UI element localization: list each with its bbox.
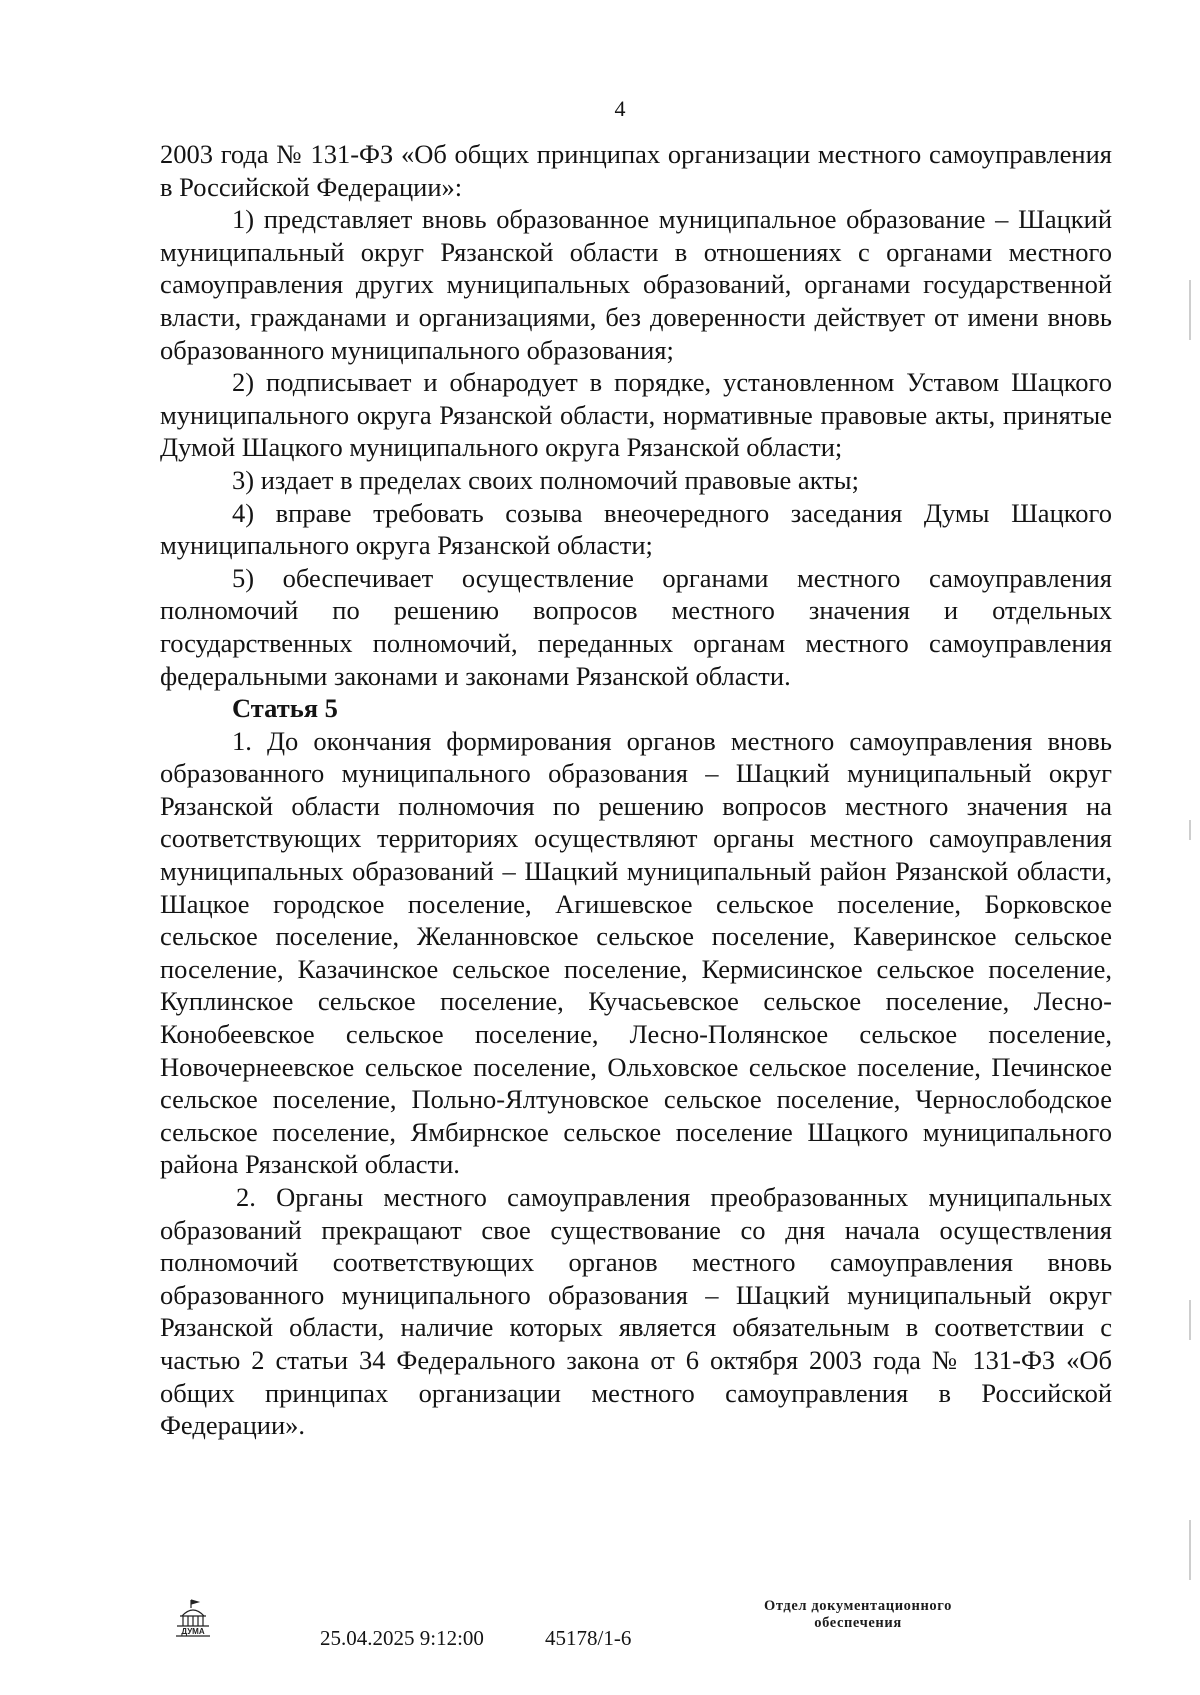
page-footer	[0, 1580, 1200, 1680]
article-5-paragraph-2: 2. Органы местного самоуправления преобразованных муниципальных образований прекращают свое существование со дня начала осуществления полномочий соответствующих органов местного самоуправления вновь образованного муниципального образования – Шацкий муниципальный округ Рязанской области, наличие которых является обязательным в соответствии с частью 2 статьи 34 Федерального закона от 6 октября 2003 года № 131-ФЗ «Об общих принципах организации местного самоуправления в Российской Федерации».	[160, 1182, 1112, 1441]
duma-logo-text: ДУМА	[181, 1627, 205, 1636]
stamp-line-1: Отдел документационного	[764, 1598, 952, 1614]
article-5-paragraph-1: 1. До окончания формирования органов местного самоуправления вновь образованного муниципального образования – Шацкий муниципальный округ Рязанской области полномочия по решению вопросов местного значения на соответствующих территориях осуществляют органы местного самоуправления муниципальных образований – Шацкий муниципальный район Рязанской области, Шацкое городское поселение, Агишевское сельское поселение, Борковское сельское поселение, Желанновское сельское поселение, Каверинское сельское поселение, Казачинское сельское поселение, Кермисинское сельское поселение, Куплинское сельское поселение, Кучасьевское сельское поселение, Лесно-Конобеевское сельское поселение, Лесно-Полянское сельское поселение, Новочернеевское сельское поселение, Ольховское сельское поселение, Печинское сельское поселение, Польно-Ялтуновское сельское поселение, Чернослободское сельское поселение, Ямбирнское сельское поселение Шацкого муниципального района Рязанской области.	[160, 725, 1112, 1180]
intro-item-3: 3) издает в пределах своих полномочий правовые акты;	[232, 464, 859, 495]
document-body	[160, 138, 1112, 1442]
footer-document-number: 45178/1-6	[545, 1626, 632, 1650]
scan-edge-marks	[1188, 280, 1192, 1630]
page-number: 4	[614, 96, 626, 121]
footer-datetime: 25.04.2025 9:12:00	[320, 1626, 484, 1650]
intro-item-1: 1) представляет вновь образованное муниципальное образование – Шацкий муниципальный округ Рязанской области в отношениях с органами местного самоуправления других муниципальных образований, органами государственной власти, гражданами и организациями, без доверенности действует от имени вновь образованного муниципального образования;	[160, 204, 1112, 365]
intro-item-5: 5) обеспечивает осуществление органами местного самоуправления полномочий по решению вопросов местного значения и отдельных государственных полномочий, переданных органам местного самоуправления федеральными законами и законами Рязанской области.	[160, 562, 1112, 691]
intro-continuation: 2003 года № 131-ФЗ «Об общих принципах организации местного самоуправления в Российской Федерации»:	[160, 139, 1112, 202]
department-stamp	[728, 1598, 988, 1632]
duma-logo-icon	[170, 1598, 216, 1642]
intro-item-4: 4) вправе требовать созыва внеочередного заседания Думы Шацкого муниципального округа Рязанской области;	[160, 497, 1112, 561]
stamp-line-2: обеспечения	[814, 1615, 902, 1631]
intro-item-2: 2) подписывает и обнародует в порядке, установленном Уставом Шацкого муниципального округа Рязанской области, нормативные правовые акты, принятые Думой Шацкого муниципального округа Рязанской области;	[160, 367, 1112, 463]
article-5-heading: Статья 5	[232, 693, 338, 724]
